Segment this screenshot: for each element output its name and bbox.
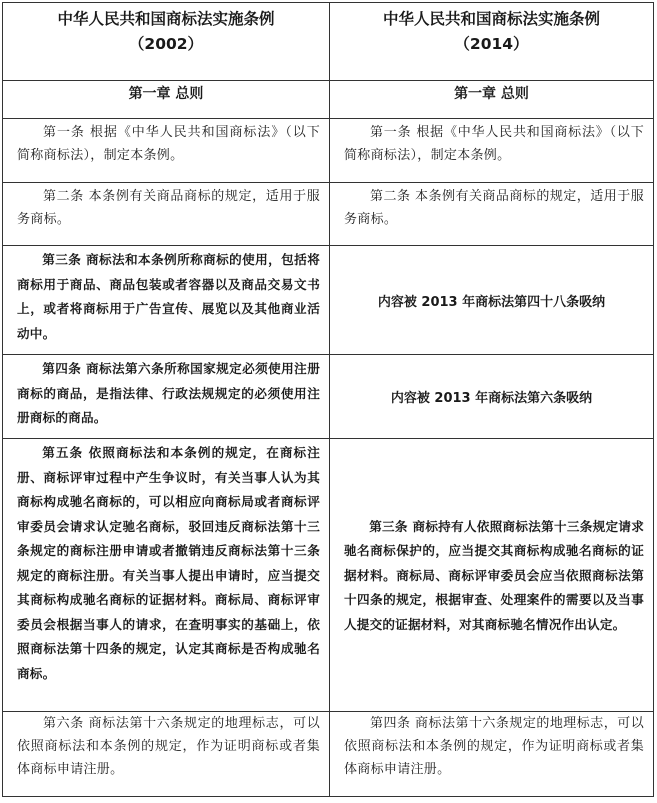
article-cell-left	[3, 439, 330, 712]
article-cell-right	[330, 439, 654, 712]
left-year: （2002）	[128, 35, 204, 53]
article-text-left: 第四条 商标法第六条所称国家规定必须使用注册商标的商品，是指法律、行政法规规定的必须使用注册商标的商品。	[17, 361, 320, 425]
article-text-right: 内容被 2013 年商标法第四十八条吸纳	[377, 294, 606, 310]
article-cell-left	[3, 712, 330, 797]
article-text-left: 第一条 根据《中华人民共和国商标法》（以下简称商标法），制定本条例。	[17, 125, 320, 163]
chapter-right	[330, 81, 654, 119]
chapter-right-label: 第一章 总则	[454, 86, 529, 102]
article-text-right: 第二条 本条例有关商品商标的规定，适用于服务商标。	[344, 189, 644, 227]
article-text-left: 第三条 商标法和本条例所称商标的使用，包括将商标用于商品、商品包装或者容器以及商品交易文书上，或者将商标用于广告宣传、展览以及其他商业活动中。	[17, 252, 320, 341]
table-row	[3, 355, 654, 439]
article-cell-left	[3, 246, 330, 355]
header-left	[3, 3, 330, 81]
comparison-table	[2, 2, 654, 797]
right-title: 中华人民共和国商标法实施条例	[382, 10, 600, 28]
article-cell-left	[3, 119, 330, 183]
chapter-left	[3, 81, 330, 119]
table-row	[3, 712, 654, 797]
article-text-left: 第六条 商标法第十六条规定的地理标志，可以依照商标法和本条例的规定，作为证明商标或者集体商标申请注册。	[17, 716, 320, 777]
header-row	[3, 3, 654, 81]
chapter-row	[3, 81, 654, 119]
article-cell-right	[330, 183, 654, 246]
chapter-left-label: 第一章 总则	[128, 86, 204, 102]
right-year: （2014）	[454, 35, 529, 53]
article-cell-right	[330, 119, 654, 183]
table-row	[3, 119, 654, 183]
left-title: 中华人民共和国商标法实施条例	[57, 10, 275, 28]
article-cell-left	[3, 355, 330, 439]
article-cell-right	[330, 246, 654, 355]
article-cell-right	[330, 355, 654, 439]
header-right	[330, 3, 654, 81]
article-text-left: 第五条 依照商标法和本条例的规定，在商标注册、商标评审过程中产生争议时，有关当事人认为其商标构成驰名商标的，可以相应向商标局或者商标评审委员会请求认定驰名商标，驳回违反商标法第十三条规定的商标注册申请或者撤销违反商标法第十三条规定的商标注册。有关当事人提出申请时，应当提交其商标构成驰名商标的证据材料。商标局、商标评审委员会根据当事人的请求，在查明事实的基础上，依照商标法第十四条的规定，认定其商标是否构成驰名商标。	[17, 445, 320, 681]
article-text-right: 第四条 商标法第十六条规定的地理标志，可以依照商标法和本条例的规定，作为证明商标或者集体商标申请注册。	[344, 716, 644, 777]
table-row	[3, 183, 654, 246]
article-cell-left	[3, 183, 330, 246]
table-row	[3, 439, 654, 712]
table-row	[3, 246, 654, 355]
article-text-left: 第二条 本条例有关商品商标的规定，适用于服务商标。	[17, 189, 320, 227]
article-text-right: 第三条 商标持有人依照商标法第十三条规定请求驰名商标保护的，应当提交其商标构成驰名商标的证据材料。商标局、商标评审委员会应当依照商标法第十四条的规定，根据审查、处理案件的需要以及当事人提交的证据材料，对其商标驰名情况作出认定。	[344, 518, 644, 632]
article-text-right: 内容被 2013 年商标法第六条吸纳	[390, 391, 593, 406]
article-cell-right	[330, 712, 654, 797]
article-text-right: 第一条 根据《中华人民共和国商标法》（以下简称商标法），制定本条例。	[344, 125, 644, 163]
